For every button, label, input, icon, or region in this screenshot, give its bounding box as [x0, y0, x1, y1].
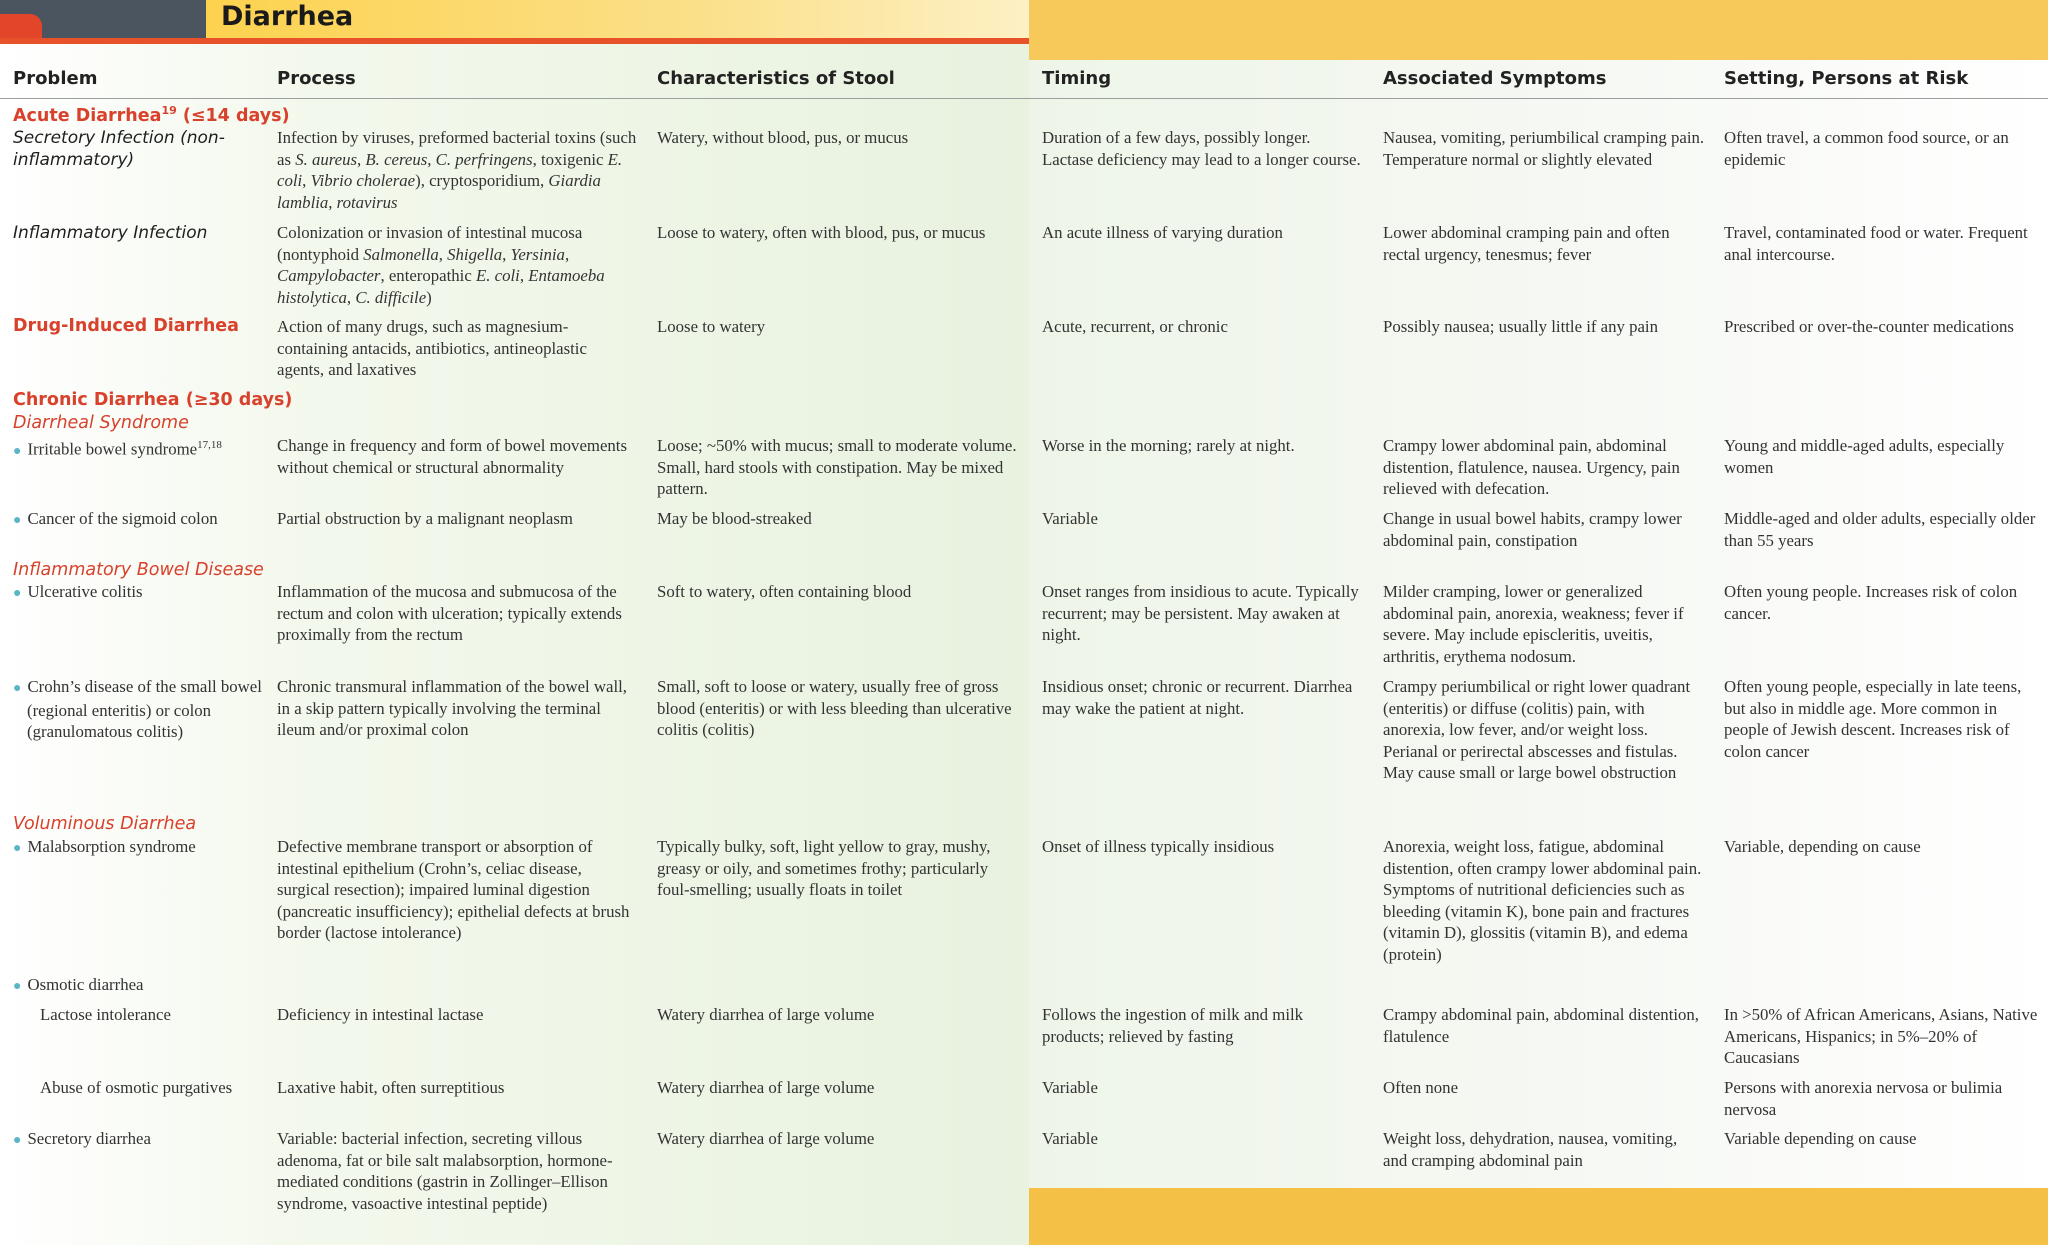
process-purgatives: Laxative habit, often surreptitious — [277, 1078, 505, 1097]
problem-osmotic: ● Osmotic diarrhea — [13, 975, 144, 994]
symptoms-crohns: Crampy periumbilical or right lower quadrant (enteritis) or diffuse (colitis) pain, with anorexia, low fever, and/or weight loss. Perianal or perirectal abscesses and fistulas. May cause small or large bowel obstruction — [1383, 677, 1691, 783]
symptoms-lactose: Crampy abdominal pain, abdominal distention, flatulence — [1383, 1005, 1699, 1046]
setting-malabsorption: Variable, depending on cause — [1724, 837, 1921, 856]
process-lactose: Deficiency in intestinal lactase — [277, 1005, 484, 1024]
stool-ulcerative-colitis: Soft to watery, often containing blood — [657, 582, 912, 601]
header-rule — [0, 38, 1029, 44]
stool-inflammatory-infection: Loose to watery, often with blood, pus, or mucus — [657, 223, 986, 242]
process-ibs: Change in frequency and form of bowel movements without chemical or structural abnormality — [277, 436, 627, 477]
bullet-icon: ● — [13, 979, 22, 994]
bullet-icon: ● — [13, 841, 22, 856]
subsection-ibd: Inflammatory Bowel Disease — [13, 560, 264, 580]
problem-ulcerative-colitis: ● Ulcerative colitis — [13, 582, 143, 601]
setting-purgatives: Persons with anorexia nervosa or bulimia nervosa — [1724, 1078, 2003, 1119]
stool-crohns: Small, soft to loose or watery, usually free of gross blood (enteritis) or with less bleeding than ulcerative colitis (colitis) — [657, 677, 1012, 740]
timing-crohns: Insidious onset; chronic or recurrent. Diarrhea may wake the patient at night. — [1042, 677, 1353, 718]
header-red-tab — [0, 14, 42, 38]
setting-ulcerative-colitis: Often young people. Increases risk of colon cancer. — [1724, 582, 2018, 623]
process-malabsorption: Defective membrane transport or absorption of intestinal epithelium (Crohn’s, celiac disease, surgical resection); impaired luminal digestion (pancreatic insufficiency); epithelial defects at brush border (lactose intolerance) — [277, 837, 630, 943]
problem-sigmoid-cancer: ● Cancer of the sigmoid colon — [13, 509, 218, 528]
bullet-icon: ● — [13, 1133, 22, 1148]
timing-ibs: Worse in the morning; rarely at night. — [1042, 436, 1295, 455]
column-header-timing: Timing — [1042, 68, 1112, 89]
timing-drug-induced: Acute, recurrent, or chronic — [1042, 317, 1228, 336]
setting-ibs: Young and middle-aged adults, especially women — [1724, 436, 2005, 477]
setting-secretory-infection: Often travel, a common food source, or an epidemic — [1724, 128, 2009, 169]
problem-crohns: ● Crohn’s disease of the small bowel (regional enteritis) or colon (granulomatous colitis) — [13, 677, 262, 742]
column-header-problem: Problem — [13, 68, 98, 89]
stool-lactose: Watery diarrhea of large volume — [657, 1005, 875, 1024]
timing-secretory-diarrhea: Variable — [1042, 1129, 1098, 1148]
bullet-icon: ● — [13, 443, 22, 459]
stool-drug-induced: Loose to watery — [657, 317, 766, 336]
stool-malabsorption: Typically bulky, soft, light yellow to gray, mushy, greasy or oily, and sometimes frothy; particularly foul-smelling; usually floats in toilet — [657, 837, 991, 900]
stool-secretory-infection: Watery, without blood, pus, or mucus — [657, 128, 909, 147]
stool-purgatives: Watery diarrhea of large volume — [657, 1078, 875, 1097]
bullet-icon: ● — [13, 681, 22, 696]
process-crohns: Chronic transmural inflammation of the bowel wall, in a skip pattern typically involving the terminal ileum and/or proximal colon — [277, 677, 627, 740]
symptoms-inflammatory-infection: Lower abdominal cramping pain and often rectal urgency, tenesmus; fever — [1383, 223, 1670, 264]
section-acute: Acute Diarrhea$^{19}$ (≤14 days) — [13, 104, 290, 126]
timing-ulcerative-colitis: Onset ranges from insidious to acute. Typically recurrent; may be persistent. May awaken at night. — [1042, 582, 1359, 645]
symptoms-sigmoid-cancer: Change in usual bowel habits, crampy lower abdominal pain, constipation — [1383, 509, 1682, 550]
timing-purgatives: Variable — [1042, 1078, 1098, 1097]
problem-ibs: ● Irritable bowel syndrome$^{17,18}$ — [13, 439, 222, 459]
problem-purgatives: Abuse of osmotic purgatives — [40, 1078, 233, 1097]
stool-secretory-diarrhea: Watery diarrhea of large volume — [657, 1129, 875, 1148]
process-secretory-infection: Infection by viruses, preformed bacterial toxins (such as S. aureus, B. cereus, C. perfringens, toxigenic E. coli, Vibrio cholerae), cryptosporidium, Giardia lamblia, rotavirus — [277, 128, 637, 212]
setting-inflammatory-infection: Travel, contaminated food or water. Frequent anal intercourse. — [1724, 223, 2028, 264]
process-ulcerative-colitis: Inflammation of the mucosa and submucosa of the rectum and colon with ulceration; typically extends proximally from the rectum — [277, 582, 622, 645]
column-header-process: Process — [277, 68, 356, 89]
bottom-right-band — [1029, 1188, 2048, 1245]
timing-secretory-infection: Duration of a few days, possibly longer. Lactase deficiency may lead to a longer course. — [1042, 128, 1361, 169]
problem-secretory-diarrhea: ● Secretory diarrhea — [13, 1129, 151, 1148]
column-header-symptoms: Associated Symptoms — [1383, 68, 1607, 89]
process-secretory-diarrhea: Variable: bacterial infection, secreting villous adenoma, fat or bile salt malabsorption, hormone-mediated conditions (gastrin in Zollinger–Ellison syndrome, vasoactive intestinal peptide) — [277, 1129, 613, 1213]
stool-sigmoid-cancer: May be blood-streaked — [657, 509, 812, 528]
setting-drug-induced: Prescribed or over-the-counter medications — [1724, 317, 2014, 336]
section-drug-induced: Drug-Induced Diarrhea — [13, 316, 239, 336]
stool-ibs: Loose; ~50% with mucus; small to moderate volume. Small, hard stools with constipation. May be mixed pattern. — [657, 436, 1017, 499]
setting-lactose: In >50% of African Americans, Asians, Native Americans, Hispanics; in 5%–20% of Caucasians — [1724, 1005, 2038, 1068]
symptoms-ibs: Crampy lower abdominal pain, abdominal distention, flatulence, nausea. Urgency, pain relieved with defecation. — [1383, 436, 1680, 499]
section-chronic: Chronic Diarrhea (≥30 days) — [13, 390, 293, 410]
process-sigmoid-cancer: Partial obstruction by a malignant neoplasm — [277, 509, 573, 528]
page-title: Diarrhea — [221, 1, 354, 32]
setting-crohns: Often young people, especially in late teens, but also in middle age. More common in people of Jewish descent. Increases risk of colon cancer — [1724, 677, 2022, 761]
process-drug-induced: Action of many drugs, such as magnesium-containing antacids, antibiotics, antineoplastic agents, and laxatives — [277, 317, 587, 380]
timing-sigmoid-cancer: Variable — [1042, 509, 1098, 528]
symptoms-secretory-infection: Nausea, vomiting, periumbilical cramping pain. Temperature normal or slightly elevated — [1383, 128, 1705, 169]
subsection-diarrheal-syndrome: Diarrheal Syndrome — [13, 413, 189, 433]
bullet-icon: ● — [13, 586, 22, 601]
symptoms-drug-induced: Possibly nausea; usually little if any pain — [1383, 317, 1658, 336]
symptoms-purgatives: Often none — [1383, 1078, 1459, 1097]
column-header-row — [0, 64, 2048, 99]
timing-malabsorption: Onset of illness typically insidious — [1042, 837, 1275, 856]
column-header-stool: Characteristics of Stool — [657, 68, 895, 89]
symptoms-secretory-diarrhea: Weight loss, dehydration, nausea, vomiting, and cramping abdominal pain — [1383, 1129, 1678, 1170]
bullet-icon: ● — [13, 513, 22, 528]
timing-inflammatory-infection: An acute illness of varying duration — [1042, 223, 1283, 242]
symptoms-ulcerative-colitis: Milder cramping, lower or generalized abdominal pain, anorexia, weakness; fever if severe. May include episcleritis, uveitis, arthritis, erythema nodosum. — [1383, 582, 1684, 666]
subsection-voluminous: Voluminous Diarrhea — [13, 814, 197, 834]
problem-inflammatory-infection: Inflammatory Infection — [13, 223, 208, 243]
problem-malabsorption: ● Malabsorption syndrome — [13, 837, 196, 856]
setting-sigmoid-cancer: Middle-aged and older adults, especially older than 55 years — [1724, 509, 2036, 550]
problem-secretory-infection: Secretory Infection (non-inflammatory) — [13, 128, 225, 170]
top-right-band — [1029, 0, 2048, 60]
setting-secretory-diarrhea: Variable depending on cause — [1724, 1129, 1917, 1148]
problem-lactose: Lactose intolerance — [40, 1005, 171, 1024]
column-header-setting: Setting, Persons at Risk — [1724, 68, 1969, 89]
timing-lactose: Follows the ingestion of milk and milk products; relieved by fasting — [1042, 1005, 1304, 1046]
diarrhea-table — [0, 64, 2048, 99]
symptoms-malabsorption: Anorexia, weight loss, fatigue, abdominal distention, often crampy lower abdominal pain. Symptoms of nutritional deficiencies such as bleeding (vitamin K), bone pain and fractures (vitamin D), glossitis (vitamin B), and edema (protein) — [1383, 837, 1702, 964]
process-inflammatory-infection: Colonization or invasion of intestinal mucosa (nontyphoid Salmonella, Shigella, Yersinia, Campylobacter, enteropathic E. coli, Entamoeba histolytica, C. difficile) — [277, 223, 605, 307]
